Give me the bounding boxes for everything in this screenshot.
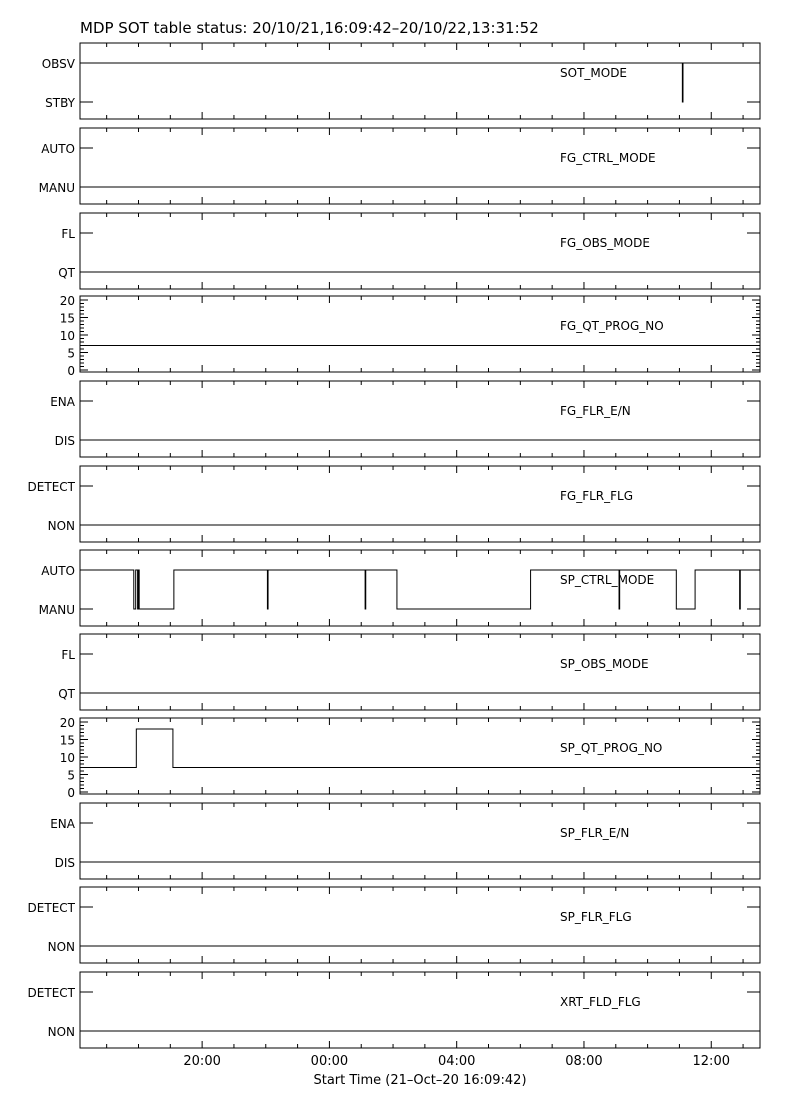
y-tick-label: NON — [47, 1025, 75, 1039]
x-tick-label: 08:00 — [565, 1054, 603, 1069]
y-tick-label: 5 — [67, 768, 75, 783]
panel-frame — [80, 43, 760, 119]
panel-label: SOT_MODE — [560, 66, 628, 80]
y-tick-label: MANU — [38, 181, 75, 195]
panel-frame — [80, 466, 760, 542]
panel-fg-obs-mode — [58, 213, 760, 289]
y-tick-label: 0 — [67, 786, 75, 800]
panel-sp-flr-e-n — [50, 803, 760, 879]
panel-frame — [80, 718, 760, 794]
panel-frame — [80, 213, 760, 289]
panels — [28, 43, 760, 1048]
panel-label: SP_OBS_MODE — [560, 657, 649, 671]
panel-frame — [80, 381, 760, 457]
panel-label: SP_FLR_E/N — [560, 826, 630, 840]
panel-frame — [80, 128, 760, 204]
panel-sp-obs-mode — [58, 634, 760, 710]
y-tick-label: DIS — [54, 434, 75, 448]
series-line — [80, 570, 760, 609]
y-tick-label: 5 — [67, 346, 75, 361]
y-tick-label: DETECT — [27, 986, 75, 1000]
panel-label: FG_OBS_MODE — [560, 236, 650, 250]
y-tick-label: AUTO — [41, 142, 75, 156]
panel-fg-flr-flg — [28, 466, 760, 542]
panel-xrt-fld-flg — [28, 972, 760, 1048]
panel-frame — [80, 972, 760, 1048]
x-tick-label: 12:00 — [692, 1054, 730, 1069]
panel-fg-ctrl-mode — [39, 128, 760, 204]
y-tick-label: MANU — [38, 603, 75, 617]
panel-sp-flr-flg — [28, 887, 760, 963]
y-tick-label: 20 — [59, 294, 75, 308]
panel-frame — [80, 634, 760, 710]
y-tick-label: 20 — [59, 716, 75, 730]
y-tick-label: DETECT — [27, 480, 75, 494]
panel-label: XRT_FLD_FLG — [560, 995, 641, 1009]
series-line — [80, 63, 760, 102]
panel-label: SP_QT_PROG_NO — [560, 741, 663, 755]
y-tick-label: 10 — [59, 329, 75, 343]
y-tick-label: OBSV — [41, 57, 75, 71]
panel-label: FG_FLR_FLG — [560, 489, 634, 503]
y-tick-label: QT — [58, 687, 75, 701]
y-tick-label: AUTO — [41, 564, 75, 578]
panel-label: FG_QT_PROG_NO — [560, 319, 664, 333]
y-tick-label: NON — [47, 519, 75, 533]
y-tick-label: 0 — [67, 364, 75, 378]
y-tick-label: 15 — [59, 311, 75, 326]
panel-frame — [80, 296, 760, 372]
panel-label: FG_CTRL_MODE — [560, 151, 656, 165]
y-tick-label: ENA — [50, 817, 75, 831]
panel-sp-ctrl-mode — [39, 550, 760, 626]
panel-fg-qt-prog-no — [60, 294, 760, 378]
x-tick-label: 00:00 — [310, 1054, 349, 1069]
y-tick-label: NON — [47, 940, 75, 954]
y-tick-label: FL — [61, 227, 75, 241]
chart-title: MDP SOT table status: 20/10/21,16:09:42–20/10/22,13:31:52 — [80, 19, 539, 37]
panel-frame — [80, 887, 760, 963]
panel-label: FG_FLR_E/N — [560, 404, 631, 418]
panel-label: SP_CTRL_MODE — [560, 573, 655, 587]
x-axis — [183, 1054, 730, 1069]
x-axis-label: Start Time (21–Oct–20 16:09:42) — [313, 1073, 527, 1088]
y-tick-label: STBY — [45, 96, 75, 110]
y-tick-label: FL — [61, 648, 75, 662]
y-tick-label: 10 — [59, 751, 75, 765]
y-tick-label: QT — [58, 266, 75, 280]
panel-label: SP_FLR_FLG — [560, 910, 632, 924]
panel-sp-qt-prog-no — [60, 716, 760, 800]
x-tick-label: 20:00 — [183, 1054, 221, 1069]
panel-frame — [80, 803, 760, 879]
y-tick-label: ENA — [50, 395, 75, 409]
y-tick-label: DIS — [54, 856, 75, 870]
panel-sot-mode — [42, 43, 760, 119]
panel-fg-flr-e-n — [50, 381, 760, 457]
x-tick-label: 04:00 — [437, 1054, 476, 1069]
y-tick-label: DETECT — [27, 901, 75, 915]
y-tick-label: 15 — [59, 733, 75, 748]
panel-frame — [80, 550, 760, 626]
